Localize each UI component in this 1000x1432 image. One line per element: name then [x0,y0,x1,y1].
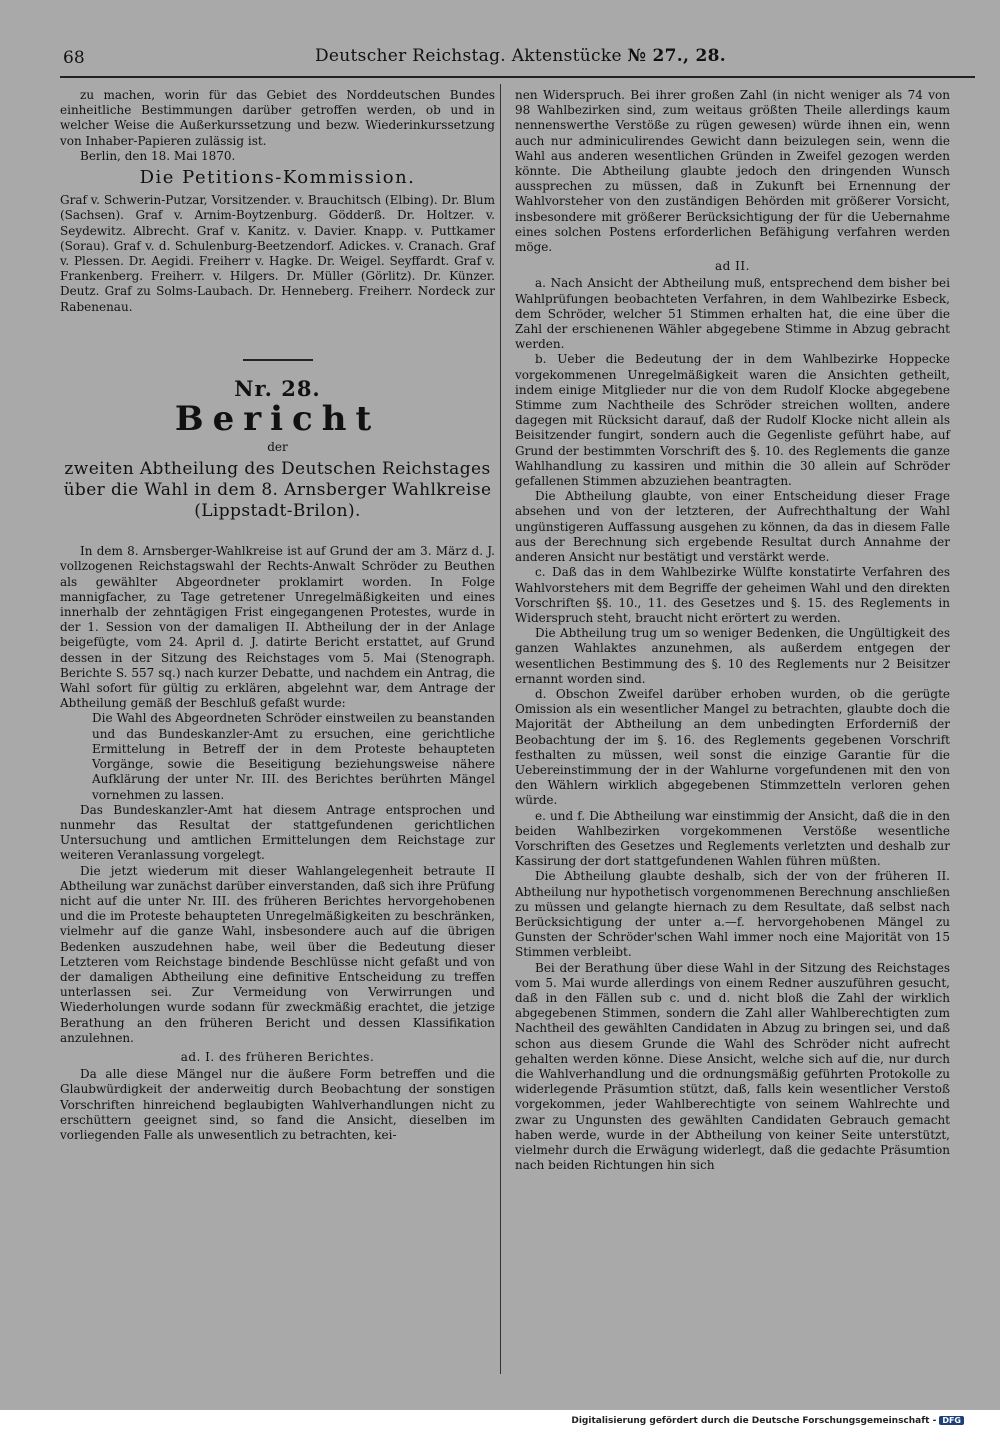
paragraph-c: c. Daß das in dem Wahlbezirke Wülfte konstatirte Verfahren des Wahlvorstehers mit dem Begriffe der geheimen Wahl und den direkten Vorschriften §§. 10., 11. des Gesetzes und §. 15. des Reglements in Widerspruch steht, braucht nicht erörtert zu werden. [515,565,950,625]
report-subtitle: zweiten Abtheilung des Deutschen Reichstages über die Wahl in dem 8. Arnsberger Wahlkreise (Lippstadt-Brilon). [63,459,492,522]
intro-paragraph: zu machen, worin für das Gebiet des Norddeutschen Bundes einheitliche Bestimmungen darüber getroffen werden, ob und in welcher Weise die Außerkurssetzung und bezw. Wiederinkurssetzung von Inhaber-Papieren zulässig ist. [60,88,495,148]
paragraph-b: b. Ueber die Bedeutung der in dem Wahlbezirke Hoppecke vorgekommenen Unregelmäßigkeit waren die Ansichten getheilt, indem einige Mitglieder nur die von dem Rudolf Klocke abgegebene Stimme zum Nachtheile des Schröder streichen wollten, andere dagegen mit Rücksicht darauf, daß der Rudolf Klocke nicht allein als Beisitzender fungirt, sondern auch die Gegenliste geführt habe, auf Grund der bestimmten Vorschrift des §. 10. des Reglements die ganze Wahlhandlung zu kassiren und mithin die 30 allein auf Schröder gefallenen Stimmen abzuziehen beantragten. [515,352,950,489]
body-paragraph: Bei der Berathung über diese Wahl in der Sitzung des Reichstages vom 5. Mai wurde allerdings von einem Redner auszuführen gesucht, daß in den Fällen sub c. und d. nicht bloß die Zahl der wirklich abgegebenen Stimmen, sondern die Zahl aller Wahlberechtigten zum Nachtheil des gewählten Candidaten in Abzug zu bringen sei, und daß schon aus diesem Grunde die Wahl des Schröder nicht aufrecht gehalten werden könne. Diese Ansicht, welche sich auf die, nur durch die Wahlverhandlung und die ordnungsmäßig geführten Protokolle zu widerlegende Präsumtion stützt, daß, falls kein wesentlicher Verstoß vorgekommen, jeder Wahlberechtigte von seinem Wahlrechte und zwar zu Ungunsten des gewählten Candidaten Gebrauch gemacht haben werde, wurde in der Abtheilung von keiner Seite unterstützt, vielmehr durch die Erwägung widerlegt, daß die gedachte Präsumtion nach beiden Richtungen hin sich [515,960,950,1173]
paragraph-d: d. Obschon Zweifel darüber erhoben wurden, ob die gerügte Omission als ein wesentlicher Mangel zu betrachten, glaubte doch die Majorität der Abtheilung an dem unbedingten Erforderniß der Beobachtung der im §. 16. des Reglements gegebenen Vorschrift festhalten zu müssen, weil sonst die einzige Garantie für die Uebereinstimmung der in der Wahlurne vorgefundenen mit den von den Wählern wirklich abgegebenen Stimmzetteln verloren gehen würde. [515,686,950,808]
document-numbers: № 27., 28. [627,46,726,66]
commission-members: Graf v. Schwerin-Putzar, Vorsitzender. v. Brauchitsch (Elbing). Dr. Blum (Sachsen). Graf v. Arnim-Boytzenburg. Gödderß. Dr. Holtzer. v. Seydewitz. Albrecht. Graf v. Kanitz. v. Davier. Knapp. v. Puttkamer (Sorau). Graf v. d. Schulenburg-Beetzendorf. Adickes. v. Cranach. Graf v. Plessen. Dr. Aegidi. Freiherr v. Hagke. Dr. Weigel. Seyffardt. Graf v. Frankenberg. Freiherr. v. Hilgers. Dr. Müller (Görlitz). Dr. Künzer. Deutz. Graf zu Solms-Laubach. Dr. Henneberg. Freiherr. Nordeck zur Rabenenau. [60,193,495,314]
body-paragraph: Die Abtheilung glaubte deshalb, sich der von der früheren II. Abtheilung nur hypothetisch vorgenommenen Berechnung anschließen zu müssen und gelangte hiernach zu dem Resultate, daß selbst nach Berücksichtigung der unter a.—f. hervorgehobenen Mängel zu Gunsten der Schröder'schen Wahl immer noch eine Majorität von 15 Stimmen verbleibt. [515,869,950,960]
date-line: Berlin, den 18. Mai 1870. [80,148,236,163]
running-title [315,46,726,66]
credit-text: Digitalisierung gefördert durch die Deutsche Forschungsgemeinschaft - [571,1416,937,1426]
section-heading-ad-1: ad. I. des früheren Berichtes. [180,1049,375,1064]
page-header [60,40,975,78]
report-heading: Bericht [174,399,381,440]
body-paragraph: Das Bundeskanzler-Amt hat diesem Antrage entsprochen und nunmehr das Resultat der stattgefundenen gerichtlichen Untersuchung und amtlichen Ermittelungen dem Reichstage zur weiteren Veranlassung vorgelegt. [60,802,495,863]
column-divider [500,84,501,1374]
left-column [60,88,495,1143]
section-heading-ad-2: ad II. [715,259,750,274]
report-der: der [267,440,288,455]
paragraph-e-f: e. und f. Die Abtheilung war einstimmig der Ansicht, daß die in den beiden Wahlbezirken vorgekommenen Verstöße wesentliche Vorschriften des Gesetzes und Reglements verletzten und deshalb zur Kassirung der dort stattgefundenen Wahlen führen müßten. [515,808,950,869]
digitization-credit [571,1416,964,1426]
resolution-quote: Die Wahl des Abgeordneten Schröder einstweilen zu beanstanden und das Bundeskanzler-Amt zu ersuchen, eine gerichtliche Ermittelung in Betreff der in dem Proteste behaupteten Vorgänge, sowie die Beseitigung beziehungsweise nähere Aufklärung der unter Nr. III. des Berichtes berührten Mängel vornehmen zu lassen. [92,711,495,802]
body-paragraph: In dem 8. Arnsberger-Wahlkreise ist auf Grund der am 3. März d. J. vollzogenen Reichstagswahl der Rechts-Anwalt Schröder zu Beuthen als gewählter Abgeordneter proklamirt worden. In Folge mannigfacher, zu Tage getretener Unregelmäßigkeiten und eines innerhalb der zehntägigen Frist eingegangenen Protestes, wurde in der 1. Session von der damaligen II. Abtheilung der in der Anlage beigefügte, vom 24. April d. J. datirte Bericht erstattet, auf Grund dessen in der Sitzung des Reichstages vom 5. Mai (Stenograph. Berichte S. 557 sq.) nach kurzer Debatte, und nachdem ein Antrag, die Wahl sofort für gültig zu erklären, abgelehnt war, dem Antrage der Abtheilung gemäß der Beschluß gefaßt wurde: [60,544,495,711]
paragraph-a: a. Nach Ansicht der Abtheilung muß, entsprechend dem bisher bei Wahlprüfungen beobachteten Verfahren, in dem Wahlbezirke Esbeck, dem Schröder, welcher 51 Stimmen erhalten hat, die eine über die Zahl der erschienenen Wähler abgegebene Stimme in Abzug gebracht werden. [515,276,950,352]
dfg-logo: DFG [939,1416,964,1425]
body-paragraph: Die jetzt wiederum mit dieser Wahlangelegenheit betraute II Abtheilung war zunächst darüber einverstanden, daß sich ihre Prüfung nicht auf die unter Nr. III. des früheren Berichtes hervorgehobenen und die im Proteste behaupteten Unregelmäßigkeiten zu beschränken, vielmehr auf die ganze Wahl, insbesondere auch auf die übrigen Bedenken auszudehnen habe, weil über die Bedeutung dieser Letzteren vom Reichstage bindende Beschlüsse nicht gefaßt und von der damaligen Abtheilung eine definitive Entscheidung zu treffen unterlassen sei. Zur Vermeidung von Verwirrungen und Wiederholungen wurde sodann für zweckmäßig erachtet, die jetzige Berathung an den früheren Bericht und dessen Klassifikation anzulehnen. [60,863,495,1045]
body-paragraph: Die Abtheilung trug um so weniger Bedenken, die Ungültigkeit des ganzen Wahlaktes anzunehmen, als außerdem entgegen der wesentlichen Bestimmung des §. 10 des Reglements nur 2 Beisitzer ernannt worden sind. [515,626,950,686]
body-paragraph: Da alle diese Mängel nur die äußere Form betreffen und die Glaubwürdigkeit der anderweitig durch Beobachtung der sonstigen Vorschriften hinreichend beglaubigten Wahlverhandlungen nicht zu erschüttern geeignet sind, so fand die Ansicht, dieselben im vorliegenden Falle als unwesentlich zu betrachten, kei- [60,1067,495,1142]
right-column [515,88,950,1173]
body-paragraph: Die Abtheilung glaubte, von einer Entscheidung dieser Frage absehen und von der letzteren, der Aufrechthaltung der Wahl ungünstigeren Auffassung ausgehen zu können, da das in diesem Falle aus der Berechnung sich ergebende Resultat durch Annahme der anderen Ansicht nur bestätigt und verstärkt werde. [515,489,950,565]
document-number-heading: Nr. 28. [234,375,321,401]
body-paragraph: nen Widerspruch. Bei ihrer großen Zahl (in nicht weniger als 74 von 98 Wahlbezirken sind, zum weitaus größten Theile allerdings kaum nennenswerthe Verstöße zu rügen gewesen) würde ihnen ein, wenn auch nur adminiculirendes Gewicht dann beizulegen sein, wenn die Wahl aus anderen wesentlichen Gründen in Zweifel gezogen werden könnte. Die Abtheilung glaubte jedoch den dringenden Wunsch aussprechen zu müssen, daß in Zukunft bei Ernennung der Wahlvorsteher von den zuständigen Behörden mit größerer Vorsicht, insbesondere mit größerer Berücksichtigung der für die Uebernahme eines solchen Postens erforderlichen Befähigung verfahren werden möge. [515,88,950,255]
running-title-text: Deutscher Reichstag. Aktenstücke [315,46,622,66]
section-separator [243,359,313,361]
page-number: 68 [63,48,85,68]
commission-title: Die Petitions-Kommission. [139,167,416,189]
